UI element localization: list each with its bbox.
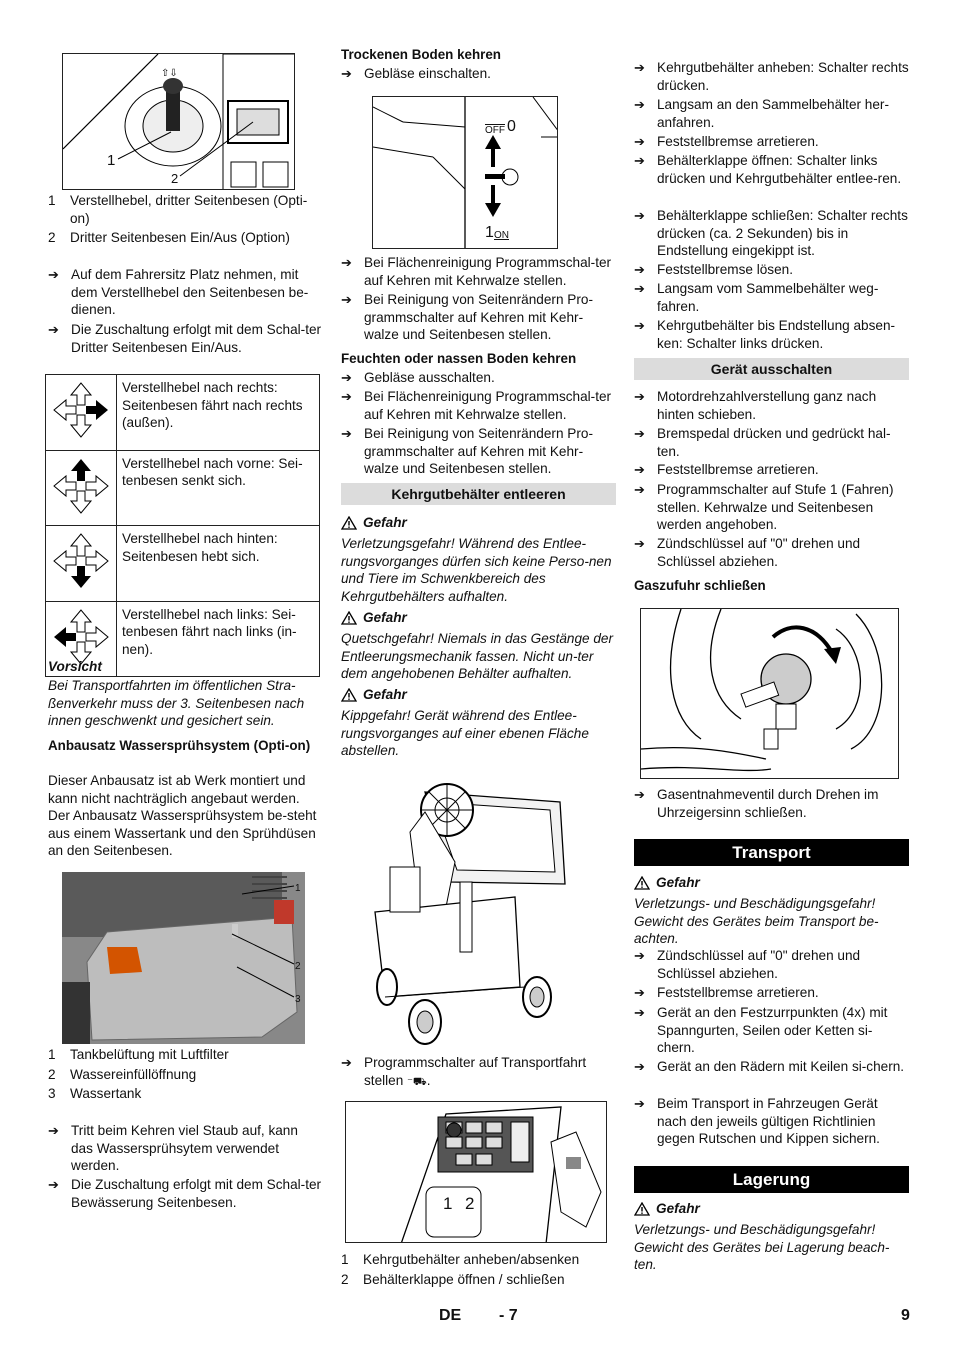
joystick-illustration	[63, 54, 295, 190]
lever-back-icon	[46, 526, 117, 602]
switch-zero-label: 0	[507, 118, 516, 135]
step-list-item: ➔ Feststellbremse arretieren.	[634, 462, 819, 477]
control-panel-illustration	[346, 1102, 607, 1243]
step-list-item: ➔ Zündschlüssel auf "0" drehen und Schlüssel abziehen.	[634, 536, 861, 569]
step-list-item: ➔ Feststellbremse lösen.	[634, 262, 793, 277]
gas-heading: Gaszufuhr schließen	[634, 578, 766, 593]
sweeper-dumping-illustration	[365, 772, 577, 1047]
lever-forward-text: Verstellhebel nach vorne: Sei-tenbesen senkt sich.	[117, 450, 320, 526]
lever-back-text: Verstellhebel nach hinten: Seitenbesen hebt sich.	[117, 526, 320, 602]
program-switch-illustration	[373, 97, 558, 249]
section-title-storage: Lagerung	[634, 1166, 909, 1193]
caution-title: Vorsicht	[48, 659, 102, 674]
step-list-item: ➔ Behälterklappe öffnen: Schalter links drücken und Kehrgutbehälter entlee-ren.	[634, 153, 902, 186]
water-heading: Anbausatz Wassersprühsystem (Opti-on)	[48, 738, 311, 753]
arrow-right-icon: ➔	[634, 389, 645, 404]
step-list-item: ➔ Bei Flächenreinigung Programmschal-ter auf Kehren mit Kehrwalze stellen.	[341, 255, 612, 288]
arrow-right-icon: ➔	[634, 787, 645, 802]
step-list-item: ➔ Gebläse ausschalten.	[341, 370, 495, 385]
footer-page-number: 9	[901, 1307, 910, 1324]
arrow-right-icon: ➔	[341, 292, 352, 307]
danger-text: Quetschgefahr! Niemals in das Gestänge der Entleerungsmechanik fassen. Nicht un-ter dem angehobenen Behälter aufhalten.	[341, 631, 614, 681]
arrow-right-icon: ➔	[341, 255, 352, 270]
arrow-right-icon: ➔	[48, 1123, 59, 1138]
warning-triangle-icon	[341, 688, 357, 702]
step-list-item: ➔ Langsam an den Sammelbehälter her-anfahren.	[634, 97, 889, 130]
arrow-right-icon: ➔	[634, 1059, 645, 1074]
arrow-right-icon: ➔	[48, 322, 59, 337]
arrow-right-icon: ➔	[634, 134, 645, 149]
danger-text: Verletzungs- und Beschädigungsgefahr! Gewicht des Gerätes bei Lagerung beach-ten.	[634, 1222, 890, 1272]
dry-heading: Trockenen Boden kehren	[341, 47, 501, 62]
program-switch-figure	[372, 96, 558, 249]
step-list-item: ➔ Gasentnahmeventil durch Drehen im Uhrzeigersinn schließen.	[634, 787, 879, 820]
step-list-item: ➔ Bremspedal drücken und gedrückt hal-ten.	[634, 426, 891, 459]
callout-2: 2	[295, 961, 301, 972]
fig2-item-2: 2 Wassereinfüllöffnung	[48, 1067, 197, 1082]
step-list-item: ➔ Feststellbremse arretieren.	[634, 134, 819, 149]
callout-1: 1	[295, 883, 301, 894]
step-list-item: ➔ Motordrehzahlverstellung ganz nach hinten schieben.	[634, 389, 877, 422]
callout-2: 2	[171, 171, 179, 186]
fig3-item-1: 1 Kehrgutbehälter anheben/absenken	[341, 1252, 580, 1267]
step-list-item: ➔ Zündschlüssel auf "0" drehen und Schlüssel abziehen.	[634, 948, 861, 981]
step-list-item: ➔ Kehrgutbehälter bis Endstellung absen-ken: Schalter links drücken.	[634, 318, 896, 351]
lever-figure	[62, 53, 295, 190]
arrow-right-icon: ➔	[634, 281, 645, 296]
danger-text: Kippgefahr! Gerät während des Entlee-rungsvorganges auf einer ebenen Fläche abstellen.	[341, 708, 589, 758]
arrow-right-icon: ➔	[341, 426, 352, 441]
lever-forward-icon	[46, 450, 117, 526]
water-tank-photo	[62, 872, 305, 1044]
arrow-right-icon: ➔	[634, 536, 645, 551]
sweeper-dumping-figure	[365, 772, 577, 1047]
step-list-item: ➔ Behälterklappe schließen: Schalter rechts drücken (ca. 2 Sekunden) bis in Endstellung eingekippt ist.	[634, 208, 908, 258]
arrow-right-icon: ➔	[634, 1096, 645, 1111]
callout-3: 3	[295, 994, 301, 1005]
transport-mode-icon: ⁻⛟	[407, 1075, 427, 1088]
lever-direction-table	[45, 374, 320, 677]
step-list-item: ➔ Bei Reinigung von Seitenrändern Pro-grammschalter auf Kehren mit Kehr-walze und Seitenbesen stellen.	[341, 426, 593, 476]
fig2-item-1: 1 Tankbelüftung mit Luftfilter	[48, 1047, 229, 1062]
caution-text: Bei Transportfahrten im öffentlichen Stra-ßenverkehr muss der 3. Seitenbesen nach innen geschwenkt und gesichert sein.	[48, 678, 305, 728]
step-list-item: ➔ Tritt beim Kehren viel Staub auf, kann das Wassersprühsytem verwendet werden.	[48, 1123, 298, 1173]
step-list-item: ➔ Bei Reinigung von Seitenrändern Pro-grammschalter auf Kehren mit Kehr-walze und Seitenbesen stellen.	[341, 292, 593, 342]
fig2-item-3: 3 Wassertank	[48, 1086, 142, 1101]
warning-triangle-icon	[634, 1202, 650, 1216]
callout-1: 1	[107, 152, 116, 169]
warning-triangle-icon	[634, 876, 650, 890]
wet-heading: Feuchten oder nassen Boden kehren	[341, 351, 577, 366]
danger-title: Gefahr	[634, 874, 700, 892]
section-title-transport: Transport	[634, 839, 909, 866]
arrow-right-icon: ➔	[634, 318, 645, 333]
switch-off-label: $\overline{OFF}$	[485, 125, 505, 136]
danger-title: Gefahr	[341, 609, 407, 627]
arrow-right-icon: ➔	[341, 389, 352, 404]
arrow-right-icon: ➔	[341, 370, 352, 385]
footer-language: DE	[439, 1307, 462, 1324]
step-list-item: ➔ Auf dem Fahrersitz Platz nehmen, mit dem Verstellhebel den Seitenbesen be-dienen.	[48, 267, 309, 317]
danger-title: Gefahr	[341, 686, 407, 704]
switch-one-label: 1	[485, 224, 494, 241]
arrow-right-icon: ➔	[634, 262, 645, 277]
step-list-item: ➔ Bei Flächenreinigung Programmschal-ter auf Kehren mit Kehrwalze stellen.	[341, 389, 612, 422]
step-list-item: ➔ Programmschalter auf Stufe 1 (Fahren) stellen. Kehrwalze und Seitenbesen werden angehoben.	[634, 482, 894, 532]
arrow-right-icon: ➔	[634, 1005, 645, 1020]
fig1-item-2: 2 Dritter Seitenbesen Ein/Aus (Option)	[48, 230, 290, 245]
arrow-right-icon: ➔	[634, 948, 645, 963]
arrow-right-icon: ➔	[48, 267, 59, 282]
step-list-item: ➔ Gebläse einschalten.	[341, 66, 491, 81]
danger-title: Gefahr	[341, 514, 407, 532]
danger-text: Verletzungsgefahr! Während des Entlee-rungsvorganges dürfen sich keine Perso-nen und Tiere im Schwenkbereich des Kehrgutbehälters aufhalten.	[341, 536, 612, 604]
step-list-item: ➔ Gerät an den Rädern mit Keilen si-chern.	[634, 1059, 905, 1074]
arrow-right-icon: ➔	[48, 1177, 59, 1192]
warning-triangle-icon	[341, 516, 357, 530]
step-list-item: ➔ Die Zuschaltung erfolgt mit dem Schal-ter Dritter Seitenbesen Ein/Aus.	[48, 322, 322, 355]
warning-triangle-icon	[341, 611, 357, 625]
arrow-right-icon: ➔	[341, 66, 352, 81]
arrow-right-icon: ➔	[634, 60, 645, 75]
arrow-right-icon: ➔	[634, 426, 645, 441]
footer-local-page: - 7	[499, 1307, 518, 1324]
water-tank-figure	[62, 872, 305, 1044]
arrow-right-icon: ➔	[634, 985, 645, 1000]
callout-2: 2	[465, 1194, 475, 1213]
svg-text:⇧⇩: ⇧⇩	[161, 68, 178, 79]
step-list-item: ➔ Langsam vom Sammelbehälter weg-fahren.	[634, 281, 879, 314]
control-panel-figure	[345, 1101, 607, 1243]
lever-right-icon	[46, 375, 117, 451]
step-list-item: ➔ Die Zuschaltung erfolgt mit dem Schal-ter Bewässerung Seitenbesen.	[48, 1177, 322, 1210]
lever-right-text: Verstellhebel nach rechts: Seitenbesen fährt nach rechts (außen).	[117, 375, 320, 451]
danger-title: Gefahr	[634, 1200, 700, 1218]
danger-text: Verletzungs- und Beschädigungsgefahr! Gewicht des Gerätes beim Transport be-achten.	[634, 896, 879, 946]
arrow-right-icon: ➔	[634, 97, 645, 112]
lever-left-text: Verstellhebel nach links: Sei-tenbesen fährt nach links (in-nen).	[117, 601, 320, 677]
step-list-item: ➔ Programmschalter auf Transportfahrt stellen ⁻⛟.	[341, 1054, 616, 1091]
arrow-right-icon: ➔	[634, 208, 645, 223]
switch-on-label: ON	[494, 230, 509, 241]
arrow-right-icon: ➔	[341, 1055, 352, 1070]
section-bar-off: Gerät ausschalten	[634, 358, 909, 380]
fig3-item-2: 2 Behälterklappe öffnen / schließen	[341, 1272, 565, 1287]
step-list-item: ➔ Kehrgutbehälter anheben: Schalter rechts drücken.	[634, 60, 909, 93]
gas-valve-figure	[640, 608, 899, 779]
callout-1: 1	[443, 1194, 453, 1213]
step-list-item: ➔ Feststellbremse arretieren.	[634, 985, 819, 1000]
arrow-right-icon: ➔	[634, 153, 645, 168]
arrow-right-icon: ➔	[634, 482, 645, 497]
step-list-item: ➔ Gerät an den Festzurrpunkten (4x) mit Spanngurten, Seilen oder Ketten si-chern.	[634, 1005, 888, 1055]
gas-valve-illustration	[641, 609, 899, 779]
water-text: Dieser Anbausatz ist ab Werk montiert und kann nicht nachträglich angebaut werden. Der Anbausatz Wassersprühsystem be-steht aus einem Wassertank und den Sprühdüsen an den Seitenbesen.	[48, 773, 317, 858]
arrow-right-icon: ➔	[634, 462, 645, 477]
step-list-item: ➔ Beim Transport in Fahrzeugen Gerät nach den jeweils gültigen Richtlinien gegen Rutschen und Kippen sichern.	[634, 1096, 880, 1146]
fig1-item-1: 1 Verstellhebel, dritter Seitenbesen (Opti-on)	[48, 193, 308, 226]
section-bar-empty: Kehrgutbehälter entleeren	[341, 483, 616, 505]
